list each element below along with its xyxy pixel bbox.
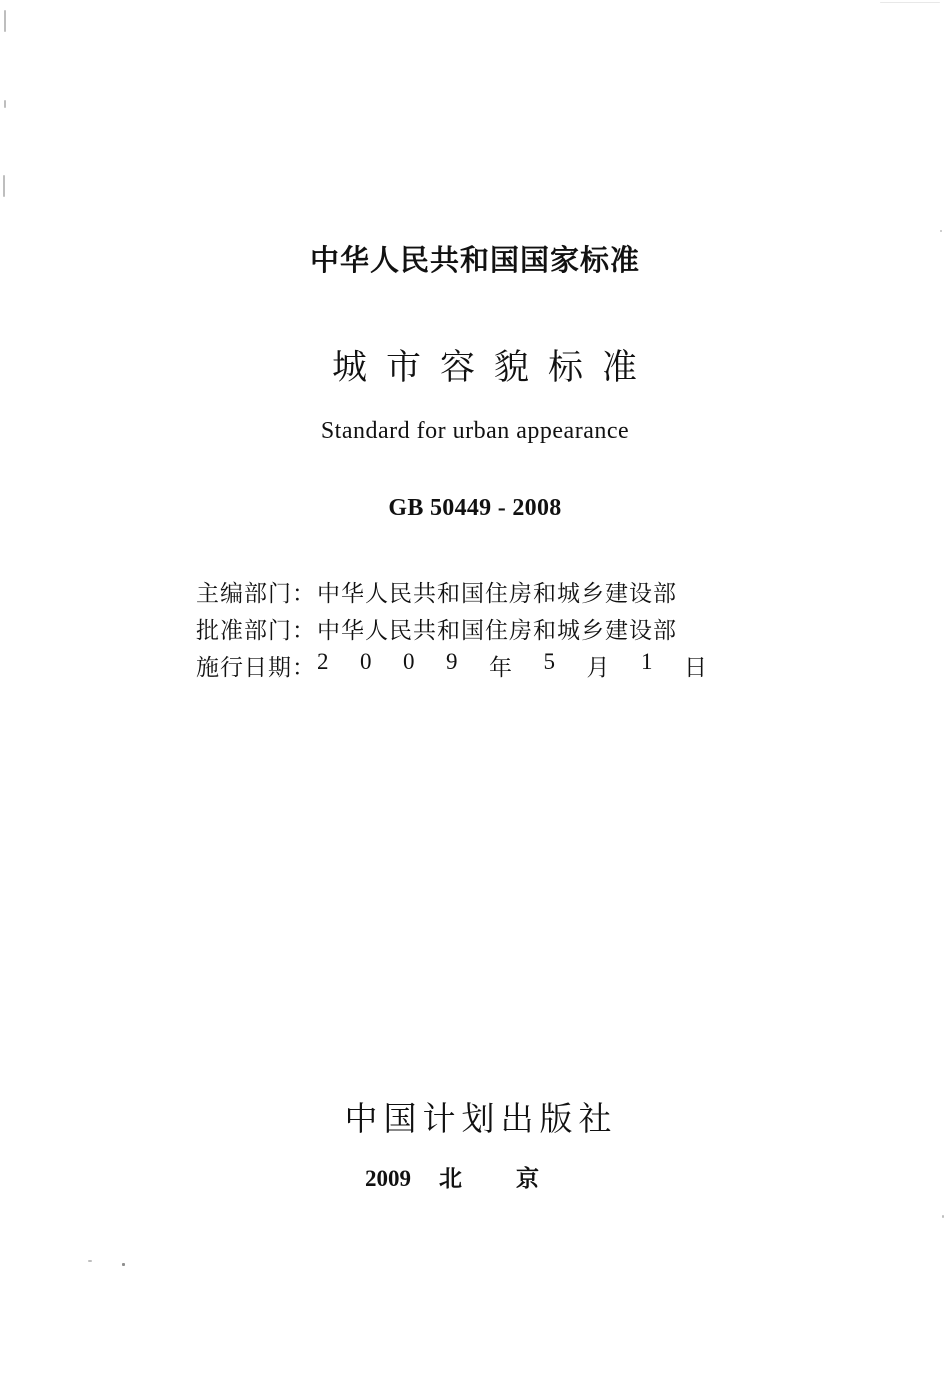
publisher-name: 中国计划出版社 bbox=[344, 1099, 618, 1138]
effective-date-label: 施行日期 bbox=[196, 655, 292, 681]
scan-artifact bbox=[88, 1260, 92, 1262]
chief-editor-separator: ： bbox=[292, 581, 315, 607]
scan-artifact bbox=[940, 230, 942, 232]
effective-date-row bbox=[196, 647, 716, 684]
scan-artifact bbox=[3, 175, 5, 197]
effective-date-separator: ： bbox=[292, 655, 315, 681]
date-digit: 2 bbox=[317, 649, 329, 674]
date-year-char: 年 bbox=[489, 655, 512, 681]
chief-editor-label: 主编部门 bbox=[196, 581, 292, 607]
standard-title-english: Standard for urban appearance bbox=[320, 418, 630, 444]
scan-artifact bbox=[880, 2, 940, 3]
date-digit: 0 bbox=[403, 649, 415, 674]
effective-date-value bbox=[317, 649, 707, 682]
scan-artifact bbox=[4, 100, 6, 108]
date-month-char: 月 bbox=[586, 655, 610, 681]
approver-label: 批准部门 bbox=[196, 618, 292, 644]
scan-artifact bbox=[4, 10, 6, 32]
approver-value: 中华人民共和国住房和城乡建设部 bbox=[317, 618, 677, 644]
date-digit: 5 bbox=[543, 649, 555, 674]
approver-separator: ： bbox=[292, 618, 315, 644]
standard-code: GB 50449 - 2008 bbox=[388, 495, 562, 521]
national-standard-heading: 中华人民共和国国家标准 bbox=[309, 243, 640, 277]
date-digit: 0 bbox=[360, 649, 372, 674]
issuing-info bbox=[196, 573, 716, 684]
scan-artifact bbox=[122, 1263, 125, 1266]
date-digit: 9 bbox=[446, 649, 458, 674]
date-day-char: 日 bbox=[684, 655, 707, 681]
publication-line bbox=[365, 1160, 593, 1193]
chief-editor-row bbox=[196, 573, 716, 610]
date-digit: 1 bbox=[641, 649, 653, 674]
publication-city: 北京 bbox=[439, 1166, 593, 1192]
scan-artifact bbox=[942, 1215, 944, 1218]
chief-editor-value: 中华人民共和国住房和城乡建设部 bbox=[317, 581, 677, 607]
approver-row bbox=[196, 610, 716, 647]
publication-year: 2009 bbox=[365, 1166, 411, 1191]
standard-title-chinese: 城市容貌标准 bbox=[331, 348, 656, 388]
